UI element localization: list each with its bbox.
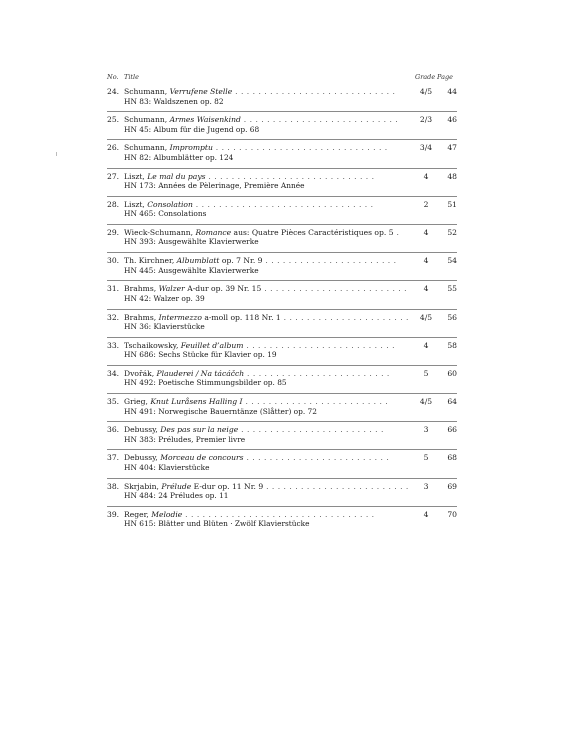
entry-number: 38. xyxy=(107,481,120,491)
dot-leader: . . . . . . . . . . . . . . . . . . . . . . . . . xyxy=(244,368,390,378)
entry-work: Le mal du pays xyxy=(147,171,206,181)
entry-page: 69 xyxy=(447,481,457,491)
entry-work: Melodie xyxy=(151,509,183,519)
list-item xyxy=(107,169,457,197)
entry-grade: 4/5 xyxy=(419,87,433,96)
entry-composer: Reger, xyxy=(124,509,152,519)
entry-number: 37. xyxy=(107,453,120,463)
list-item xyxy=(107,225,457,253)
contents-list xyxy=(107,84,457,534)
list-item xyxy=(107,253,457,281)
entry-work-detail: a-moll op. 118 Nr. 1 xyxy=(201,312,281,322)
entry-title-line xyxy=(124,143,414,153)
entry-page: 56 xyxy=(447,312,457,322)
entry-work-detail: op. 7 Nr. 9 xyxy=(219,256,263,266)
entry-page: 44 xyxy=(447,87,457,96)
dot-leader: . . . . . . . . . . . . . . . . . . . . . . . . . . . . . . . . . xyxy=(182,509,375,519)
entry-grade: 4 xyxy=(423,509,429,519)
entry-number: 25. xyxy=(107,115,120,125)
entry-number: 27. xyxy=(107,171,120,181)
entry-source: HN 383: Préludes, Premier livre xyxy=(124,434,246,444)
entry-page: 48 xyxy=(447,171,457,181)
entry-page: 54 xyxy=(447,256,457,266)
entry-grade: 3 xyxy=(423,481,429,491)
entry-number: 39. xyxy=(107,509,120,519)
list-item xyxy=(107,140,457,168)
entry-title-line xyxy=(124,453,414,463)
entry-page: 46 xyxy=(447,115,457,125)
entry-title-line xyxy=(124,313,414,323)
list-item xyxy=(107,479,457,507)
entry-title-line xyxy=(124,87,414,97)
entry-work: Intermezzo xyxy=(158,312,202,322)
entry-work: Prélude xyxy=(161,481,192,491)
entry-grade: 2 xyxy=(423,199,429,209)
entry-number: 35. xyxy=(107,397,120,407)
entry-work: Armes Waisenkind xyxy=(169,115,241,125)
entry-number: 24. xyxy=(107,87,120,96)
entry-work: Consolation xyxy=(147,199,193,209)
entry-composer: Brahms, xyxy=(124,312,159,322)
dot-leader: . . . . . . . . . . . . . . . . . . . . . . . . . xyxy=(242,397,389,407)
entry-source: HN 83: Waldszenen op. 82 xyxy=(124,96,224,106)
dot-leader: . . . . . . . . . . . . . . . . . . . . . . . . . . . . . . xyxy=(212,143,388,153)
entry-title-line xyxy=(124,115,414,125)
dot-leader: . . . . . . . . . . . . . . . . . . . . . . . . . . . . xyxy=(232,87,396,96)
entry-composer: Liszt, xyxy=(124,199,148,209)
entry-title-line xyxy=(124,369,414,379)
entry-grade: 3/4 xyxy=(419,143,433,153)
list-item xyxy=(107,422,457,450)
entry-page: 68 xyxy=(447,453,457,463)
list-item xyxy=(107,507,457,534)
entry-grade: 5 xyxy=(423,453,429,463)
entry-work: Albumblatt xyxy=(176,256,220,266)
entry-number: 30. xyxy=(107,256,120,266)
list-item xyxy=(107,450,457,478)
entry-work: Walzer xyxy=(158,284,185,294)
entry-grade: 4/5 xyxy=(419,312,433,322)
dot-leader: . . . . . . . . . . . . . . . . . . . . . . . . . . . . . xyxy=(205,171,375,181)
header-number: No. xyxy=(107,73,119,81)
entry-source: HN 36: Klavierstücke xyxy=(124,322,205,331)
entry-number: 31. xyxy=(107,284,120,294)
entry-number: 36. xyxy=(107,425,120,435)
entry-composer: Debussy, xyxy=(124,453,161,463)
entry-title-line xyxy=(124,482,414,492)
dot-leader: . . . . . . . . . . . . . . . . . . . . . . . . . . xyxy=(243,340,395,350)
entry-page: 47 xyxy=(447,143,457,153)
entry-title-line xyxy=(124,284,414,294)
entry-grade: 4/5 xyxy=(419,397,433,407)
entry-number: 32. xyxy=(107,312,120,322)
entry-work-detail: E-dur op. 11 Nr. 9 xyxy=(191,481,264,491)
entry-composer: Brahms, xyxy=(124,284,159,294)
list-item xyxy=(107,310,457,338)
entry-work: Romance xyxy=(195,227,232,237)
entry-number: 34. xyxy=(107,368,120,378)
entry-source: HN 82: Albumblätter op. 124 xyxy=(124,152,234,162)
entry-number: 28. xyxy=(107,199,120,209)
entry-source: HN 173: Années de Pèlerinage, Première Année xyxy=(124,181,305,191)
entry-work: Feuillet d’album xyxy=(180,340,244,350)
entry-title-line xyxy=(124,200,414,210)
entry-number: 33. xyxy=(107,340,120,350)
entry-composer: Grieg, xyxy=(124,397,151,407)
list-item xyxy=(107,112,457,140)
entry-composer: Th. Kirchner, xyxy=(124,256,177,266)
entry-source: HN 393: Ausgewählte Klavierwerke xyxy=(124,237,259,247)
list-item xyxy=(107,366,457,394)
list-item xyxy=(107,281,457,309)
entry-work: Verrufene Stelle xyxy=(169,87,233,96)
entry-grade: 3 xyxy=(423,425,429,435)
entry-page: 52 xyxy=(447,227,457,237)
entry-work: Plauderei / Na tácáčch xyxy=(156,368,245,378)
entry-grade: 5 xyxy=(423,368,429,378)
list-item xyxy=(107,197,457,225)
entry-title-line xyxy=(124,228,414,238)
entry-composer: Skrjabin, xyxy=(124,481,162,491)
entry-grade: 4 xyxy=(423,256,429,266)
entry-composer: Schumann, xyxy=(124,115,170,125)
entry-composer: Tschaikowsky, xyxy=(124,340,181,350)
entry-title-line xyxy=(124,172,414,182)
dot-leader: . . . . . . . . . . . . . . . . . . . . . . . . . . . xyxy=(240,115,399,125)
entry-page: 60 xyxy=(447,368,457,378)
entry-source: HN 404: Klavierstücke xyxy=(124,462,210,472)
header-page: Page xyxy=(437,73,453,81)
dot-leader: . . . . . . . . . . . . . . . . . . . . . . . . . xyxy=(243,453,390,463)
entry-page: 51 xyxy=(447,199,457,209)
entry-grade: 4 xyxy=(423,227,429,237)
entry-source: HN 492: Poetische Stimmungsbilder op. 85 xyxy=(124,378,287,388)
entry-composer: Dvořák, xyxy=(124,368,157,378)
dot-leader: . . . . . . . . . . . . . . . . . . . . . . . . . xyxy=(261,284,408,294)
entry-grade: 4 xyxy=(423,171,429,181)
entry-source: HN 484: 24 Préludes op. 11 xyxy=(124,491,229,501)
entry-work-detail: aus: Quatre Pièces Caractéristiques op. 5 xyxy=(231,227,394,237)
entry-composer: Debussy, xyxy=(124,425,161,435)
dot-leader: . . . . . . . . . . . . . . . . . . . . . . . . . . . . . . . xyxy=(192,199,374,209)
entry-title-line xyxy=(124,425,414,435)
entry-page: 55 xyxy=(447,284,457,294)
entry-composer: Wieck-Schumann, xyxy=(124,227,196,237)
list-item xyxy=(107,338,457,366)
entry-work: Impromptu xyxy=(169,143,213,153)
entry-composer: Liszt, xyxy=(124,171,148,181)
dot-leader: . . . . . . . . . . . . . . . . . . . . . . xyxy=(280,312,409,322)
entry-source: HN 45: Album für die Jugend op. 68 xyxy=(124,124,260,134)
header-title: Title xyxy=(124,73,139,81)
dot-leader: . . . . . . . . . . . . . . . . . . . . . . . . . xyxy=(238,425,384,435)
entry-grade: 4 xyxy=(423,340,429,350)
entry-page: 66 xyxy=(447,425,457,435)
margin-mark xyxy=(56,152,57,156)
entry-composer: Schumann, xyxy=(124,87,170,96)
list-item xyxy=(107,84,457,112)
entry-number: 26. xyxy=(107,143,120,153)
entry-work: Morceau de concours xyxy=(160,453,244,463)
entry-page: 64 xyxy=(447,397,457,407)
entry-source: HN 491: Norwegische Bauerntänze (Slåtter) op. 72 xyxy=(124,406,317,416)
entry-work-detail: A-dur op. 39 Nr. 15 xyxy=(184,284,262,294)
entry-number: 29. xyxy=(107,227,120,237)
entry-work: Knut Luråsens Halling I xyxy=(150,397,243,407)
dot-leader: . xyxy=(393,227,400,237)
table-header xyxy=(107,73,455,83)
entry-page: 58 xyxy=(447,340,457,350)
entry-source: HN 686: Sechs Stücke für Klavier op. 19 xyxy=(124,350,277,360)
entry-title-line xyxy=(124,256,414,266)
entry-grade: 2/3 xyxy=(419,115,433,125)
entry-source: HN 465: Consolations xyxy=(124,209,207,219)
list-item xyxy=(107,394,457,422)
entry-work: Des pas sur la neige xyxy=(160,425,239,435)
header-grade: Grade xyxy=(415,73,436,81)
entry-source: HN 445: Ausgewählte Klavierwerke xyxy=(124,265,259,275)
entry-page: 70 xyxy=(447,509,457,519)
entry-title-line xyxy=(124,510,414,520)
dot-leader: . . . . . . . . . . . . . . . . . . . . . . . xyxy=(262,256,397,266)
entry-title-line xyxy=(124,341,414,351)
dot-leader: . . . . . . . . . . . . . . . . . . . . . . . . . xyxy=(263,481,409,491)
entry-source: HN 615: Blätter und Blüten · Zwölf Klavierstücke xyxy=(124,519,310,529)
entry-grade: 4 xyxy=(423,284,429,294)
entry-composer: Schumann, xyxy=(124,143,170,153)
entry-source: HN 42: Walzer op. 39 xyxy=(124,293,205,303)
entry-title-line xyxy=(124,397,414,407)
